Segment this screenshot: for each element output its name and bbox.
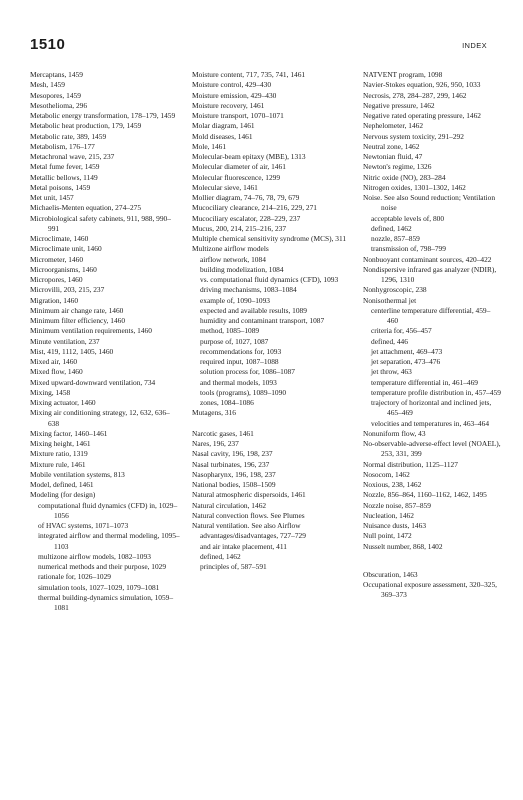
index-entry: Mixing actuator, 1460 — [30, 398, 96, 407]
index-subentry: and thermal models, 1093 — [200, 377, 277, 387]
index-subentry: transmission of, 798–799 — [371, 244, 446, 254]
index-entry: Mixed air, 1460 — [30, 357, 78, 366]
index-entry: Microorganisms, 1460 — [30, 264, 97, 274]
index-entry: Metachronal wave, 215, 237 — [30, 152, 115, 161]
index-entry: Mist, 419, 1112, 1405, 1460 — [30, 346, 114, 356]
index-entry: Narcotic gases, 1461 — [192, 428, 254, 438]
index-subentry: defined, 446 — [371, 336, 408, 346]
index-entry: Mixed flow, 1460 — [30, 367, 83, 377]
page-number: 1510 — [30, 36, 66, 53]
index-entry: Mutagens, 316 — [192, 408, 236, 418]
index-subentry: required input, 1087–1088 — [200, 357, 279, 366]
index-entry: Molecular-beam epitaxy (MBE), 1313 — [192, 152, 306, 161]
index-subentry: criteria for, 456–457 — [371, 326, 432, 336]
index-entry: Mucus, 200, 214, 215–216, 237 — [192, 223, 287, 233]
index-subentry: temperature profile distribution in, 457–459 — [371, 387, 501, 397]
index-subentry: defined, 1462 — [200, 551, 241, 561]
index-entry: Null point, 1472 — [363, 531, 412, 541]
index-subentry: centerline temperature differential, 459–460 — [371, 305, 491, 325]
index-subentry: jet attachment, 469–473 — [371, 346, 443, 356]
index-entry: Mobile ventilation systems, 813 — [30, 469, 125, 479]
running-head: INDEX — [462, 41, 487, 50]
index-subentry: principles of, 587–591 — [200, 562, 267, 571]
index-subentry: of HVAC systems, 1071–1073 — [38, 521, 129, 530]
index-subentry: temperature differential in, 461–469 — [371, 377, 478, 387]
index-entry: Noxious, 238, 1462 — [363, 480, 422, 489]
letter-group-gap — [363, 552, 501, 570]
index-entry: Mixing height, 1461 — [30, 439, 91, 448]
index-subentry: vs. computational fluid dynamics (CFD), 1093 — [200, 275, 339, 284]
index-subentry: purpose of, 1027, 1087 — [200, 336, 269, 346]
index-entry: Metabolic rate, 389, 1459 — [30, 131, 107, 141]
index-entry: Nitrogen oxides, 1301–1302, 1462 — [363, 182, 466, 192]
index-entry: Normal distribution, 1125–1127 — [363, 459, 458, 469]
index-subentry: jet separation, 473–476 — [371, 357, 441, 366]
index-subentry: multizone airflow models, 1082–1093 — [38, 551, 151, 561]
index-entry: Mesh, 1459 — [30, 80, 65, 90]
index-entry: Mixture ratio, 1319 — [30, 449, 88, 459]
index-entry: Newton's regime, 1326 — [363, 162, 432, 172]
index-entry: Nonhygroscopic, 238 — [363, 285, 427, 295]
index-subentry: numerical methods and their purpose, 1029 — [38, 562, 167, 571]
index-entry: Nasal cavity, 196, 198, 237 — [192, 449, 273, 459]
index-entry: Natural convection flows. See Plumes — [192, 510, 305, 520]
index-entry: Moisture transport, 1070–1071 — [192, 111, 284, 120]
index-entry: Multiple chemical sensitivity syndrome (MCS), 311 — [192, 234, 347, 243]
index-entry: Occupational exposure assessment, 320–325, 369–373 — [363, 580, 498, 600]
index-entry: Nitric oxide (NO), 283–284 — [363, 172, 446, 182]
index-subentry: expected and available results, 1089 — [200, 305, 307, 315]
index-entry: Negative rated operating pressure, 1462 — [363, 111, 482, 120]
index-entry: Mold diseases, 1461 — [192, 131, 253, 141]
index-column-3 — [363, 70, 501, 601]
index-subentry: computational fluid dynamics (CFD) in, 1029–1056 — [38, 500, 178, 520]
index-entry: Moisture recovery, 1461 — [192, 100, 265, 110]
index-column-2 — [192, 70, 352, 572]
index-entry: Obscuration, 1463 — [363, 569, 418, 579]
index-subentry: defined, 1462 — [371, 223, 412, 233]
index-entry: Nozzle, 856–864, 1160–1162, 1462, 1495 — [363, 490, 487, 500]
index-entry: Molecular diameter of air, 1461 — [192, 162, 286, 172]
index-entry: Microvilli, 203, 215, 237 — [30, 285, 105, 295]
index-entry: Nusselt number, 868, 1402 — [363, 541, 443, 551]
index-subentry: humidity and contaminant transport, 1087 — [200, 316, 325, 325]
index-entry: Natural ventilation. See also Airflow — [192, 521, 301, 530]
index-entry: Microbiological safety cabinets, 911, 988, 990–991 — [30, 213, 171, 233]
index-entry: Mole, 1461 — [192, 141, 227, 151]
index-entry: Nonuniform flow, 43 — [363, 428, 426, 438]
index-entry: Mesopores, 1459 — [30, 90, 81, 100]
index-entry: Molecular fluorescence, 1299 — [192, 172, 281, 182]
index-entry: Mucociliary escalator, 228–229, 237 — [192, 213, 301, 223]
index-subentry: building modelization, 1084 — [200, 264, 284, 274]
index-entry: Mixed upward-downward ventilation, 734 — [30, 377, 156, 387]
index-entry: National bodies, 1508–1509 — [192, 480, 276, 489]
index-entry: Nondispersive infrared gas analyzer (NDIR), 1296, 1310 — [363, 264, 497, 284]
index-entry: Nozzle noise, 857–859 — [363, 500, 431, 510]
index-entry: Moisture control, 429–430 — [192, 80, 272, 90]
index-entry: Negative pressure, 1462 — [363, 100, 435, 110]
index-entry: Molecular sieve, 1461 — [192, 182, 258, 192]
index-subentry: recommendations for, 1093 — [200, 346, 282, 356]
index-subentry: nozzle, 857–859 — [371, 234, 420, 243]
index-entry: Nucleation, 1462 — [363, 510, 414, 520]
index-entry: Mesothelioma, 296 — [30, 100, 88, 110]
index-entry: Migration, 1460 — [30, 295, 79, 305]
index-subentry: method, 1085–1089 — [200, 326, 260, 336]
index-subentry: example of, 1090–1093 — [200, 295, 270, 305]
index-subentry: jet throw, 463 — [371, 367, 412, 377]
index-entry: Metabolic heat production, 179, 1459 — [30, 121, 142, 131]
index-subentry: driving mechanisms, 1083–1084 — [200, 285, 297, 295]
index-entry: Nervous system toxicity, 291–292 — [363, 131, 464, 141]
index-entry: Nosocom, 1462 — [363, 469, 410, 479]
index-entry: Mixture rule, 1461 — [30, 459, 86, 469]
index-entry: Nonbuoyant contaminant sources, 420–422 — [363, 254, 492, 264]
index-subentry: and air intake placement, 411 — [200, 541, 287, 551]
index-entry: Nasal turbinates, 196, 237 — [192, 459, 270, 469]
index-entry: Model, defined, 1461 — [30, 480, 94, 489]
index-entry: Nuisance dusts, 1463 — [363, 521, 427, 530]
index-entry: Multizone airflow models — [192, 244, 269, 254]
index-subentry: velocities and temperatures in, 463–464 — [371, 418, 490, 428]
index-column-1 — [30, 70, 180, 613]
index-subentry: rationale for, 1026–1029 — [38, 572, 111, 582]
index-entry: Micropores, 1460 — [30, 275, 83, 284]
index-entry: NATVENT program, 1098 — [363, 70, 443, 79]
index-entry: Metal fume fever, 1459 — [30, 162, 100, 172]
index-entry: Natural circulation, 1462 — [192, 500, 267, 510]
index-subentry: solution process for, 1086–1087 — [200, 367, 295, 377]
index-subentry: integrated airflow and thermal modeling, 1095–1103 — [38, 531, 180, 551]
index-entry: Minimum air change rate, 1460 — [30, 305, 124, 315]
index-entry: Metallic bellows, 1149 — [30, 172, 98, 182]
index-entry: Noise. See also Sound reduction; Ventilation noise — [363, 193, 496, 213]
index-entry: Neutral zone, 1462 — [363, 141, 420, 151]
index-entry: Mixing air conditioning strategy, 12, 632, 636–638 — [30, 408, 170, 428]
index-entry: Moisture emission, 429–430 — [192, 90, 277, 100]
index-entry: Micrometer, 1460 — [30, 254, 84, 264]
index-entry: Minimum ventilation requirements, 1460 — [30, 326, 152, 336]
index-entry: Modeling (for design) — [30, 490, 96, 500]
index-subentry: tools (programs), 1089–1090 — [200, 387, 287, 397]
index-entry: Mercaptans, 1459 — [30, 70, 83, 79]
index-entry: Necrosis, 278, 284–287, 299, 1462 — [363, 90, 467, 100]
index-entry: Met unit, 1457 — [30, 193, 74, 202]
index-entry: Metabolism, 176–177 — [30, 141, 95, 151]
index-entry: Nasopharynx, 196, 198, 237 — [192, 469, 276, 479]
index-entry: Mollier diagram, 74–76, 78, 79, 679 — [192, 193, 300, 202]
index-entry: Mucociliary clearance, 214–216, 229, 271 — [192, 203, 317, 213]
index-entry: Microclimate unit, 1460 — [30, 244, 102, 254]
index-entry: Minute ventilation, 237 — [30, 336, 100, 346]
index-entry: Newtonian fluid, 47 — [363, 152, 423, 161]
index-entry: No-observable-adverse-effect level (NOAEL), 253, 331, 399 — [363, 439, 501, 459]
index-entry: Metabolic energy transformation, 178–179, 1459 — [30, 111, 176, 120]
index-subentry: simulation tools, 1027–1029, 1079–1081 — [38, 582, 160, 592]
index-entry: Microclimate, 1460 — [30, 234, 89, 243]
index-entry: Nephelometer, 1462 — [363, 121, 424, 131]
index-entry: Nonisothermal jet — [363, 295, 417, 305]
index-entry: Mixing factor, 1460–1461 — [30, 428, 108, 438]
letter-group-gap — [192, 419, 352, 429]
index-entry: Molar diagram, 1461 — [192, 121, 255, 131]
index-entry: Minimum filter efficiency, 1460 — [30, 316, 126, 325]
index-subentry: acceptable levels of, 800 — [371, 213, 445, 223]
index-subentry: advantages/disadvantages, 727–729 — [200, 531, 306, 541]
index-subentry: thermal building-dynamics simulation, 1059–1081 — [38, 592, 174, 612]
index-subentry: airflow network, 1084 — [200, 254, 266, 264]
index-entry: Michaelis-Menten equation, 274–275 — [30, 203, 142, 213]
index-entry: Moisture content, 717, 735, 741, 1461 — [192, 70, 306, 79]
index-entry: Natural atmospheric dispersoids, 1461 — [192, 490, 306, 500]
index-subentry: trajectory of horizontal and inclined jets, 465–469 — [371, 398, 492, 418]
index-entry: Nares, 196, 237 — [192, 439, 239, 448]
index-entry: Metal poisons, 1459 — [30, 182, 91, 192]
index-entry: Mixing, 1458 — [30, 387, 71, 397]
index-entry: Navier-Stokes equation, 926, 950, 1033 — [363, 80, 481, 90]
index-subentry: zones, 1084–1086 — [200, 398, 254, 407]
